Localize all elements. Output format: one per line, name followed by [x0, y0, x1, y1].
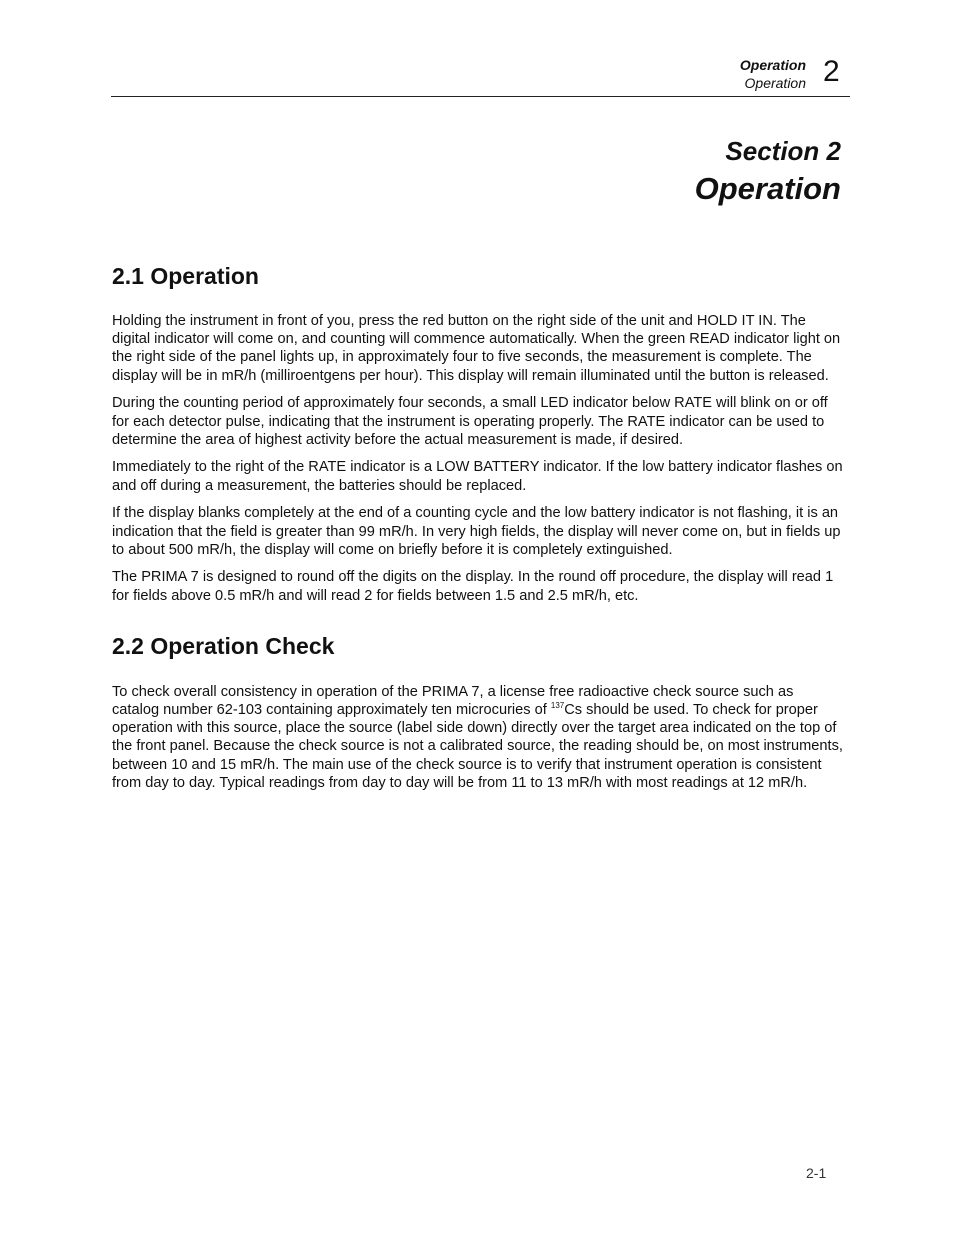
- section-title-block: [695, 135, 841, 211]
- running-header-section-title: Operation: [744, 75, 806, 91]
- page-number: 2-1: [806, 1165, 827, 1181]
- header-rule: [111, 96, 850, 97]
- paragraph-text-after: Cs should be used. To check for proper operation with this source, place the source (label side down) directly over the target area indicated on the top of the front panel. Because the check source is not a calibrated source, the reading should be, on most instruments, between 10 and 15 mR/h. The main use of the check source is to verify that instrument operation is consistent from day to day. Typical readings from day to day will be from 11 to 13 mR/h with most readings at 12 mR/h.: [112, 702, 843, 791]
- chapter-number: 2: [823, 55, 840, 88]
- paragraph: During the counting period of approximately four seconds, a small LED indicator below RATE will blink on or off for each detector pulse, indicating that the instrument is operating properly. The RATE indicator can be used to determine the area of highest activity before the actual measurement is made, if desired.: [112, 395, 828, 448]
- isotope-mass-number: 137: [550, 701, 565, 711]
- section-heading-2-1: 2.1 Operation: [112, 263, 259, 289]
- paragraph: Holding the instrument in front of you, press the red button on the right side of the unit and HOLD IT IN. The digital indicator will come on, and counting will commence automatically. When the green READ indicator light on the right side of the panel lights up, in approximately four to five seconds, the measurement is complete. The display will be in mR/h (milliroentgens per hour). This display will remain illuminated until the button is released.: [112, 313, 841, 384]
- paragraph-operation-check: [112, 683, 844, 792]
- paragraph: If the display blanks completely at the end of a counting cycle and the low battery indicator is not flashing, it is an indication that the field is greater than 99 mR/h. In very high fields, the display will never come on, but in fields up to about 500 mR/h, the display will come on briefly before it is completely extinguished.: [112, 505, 841, 558]
- running-header-chapter-title: Operation: [739, 57, 806, 73]
- page-content: [112, 260, 844, 792]
- section-heading-2-2: 2.2 Operation Check: [112, 632, 335, 659]
- paragraph: Immediately to the right of the RATE indicator is a LOW BATTERY indicator. If the low battery indicator flashes on and off during a measurement, the batteries should be replaced.: [112, 459, 843, 494]
- running-header: [740, 56, 806, 92]
- paragraph: The PRIMA 7 is designed to round off the digits on the display. In the round off procedure, the display will read 1 for fields above 0.5 mR/h and will read 2 for fields between 1.5 and 2.5 mR/h, etc.: [112, 569, 834, 604]
- paragraph-text-before: To check overall consistency in operation of the PRIMA 7, a license free radioactive check source such as catalog number 62-103 containing approximately ten microcuries of: [112, 683, 794, 719]
- section-label: Section 2: [725, 136, 841, 166]
- section-title: Operation: [694, 171, 841, 206]
